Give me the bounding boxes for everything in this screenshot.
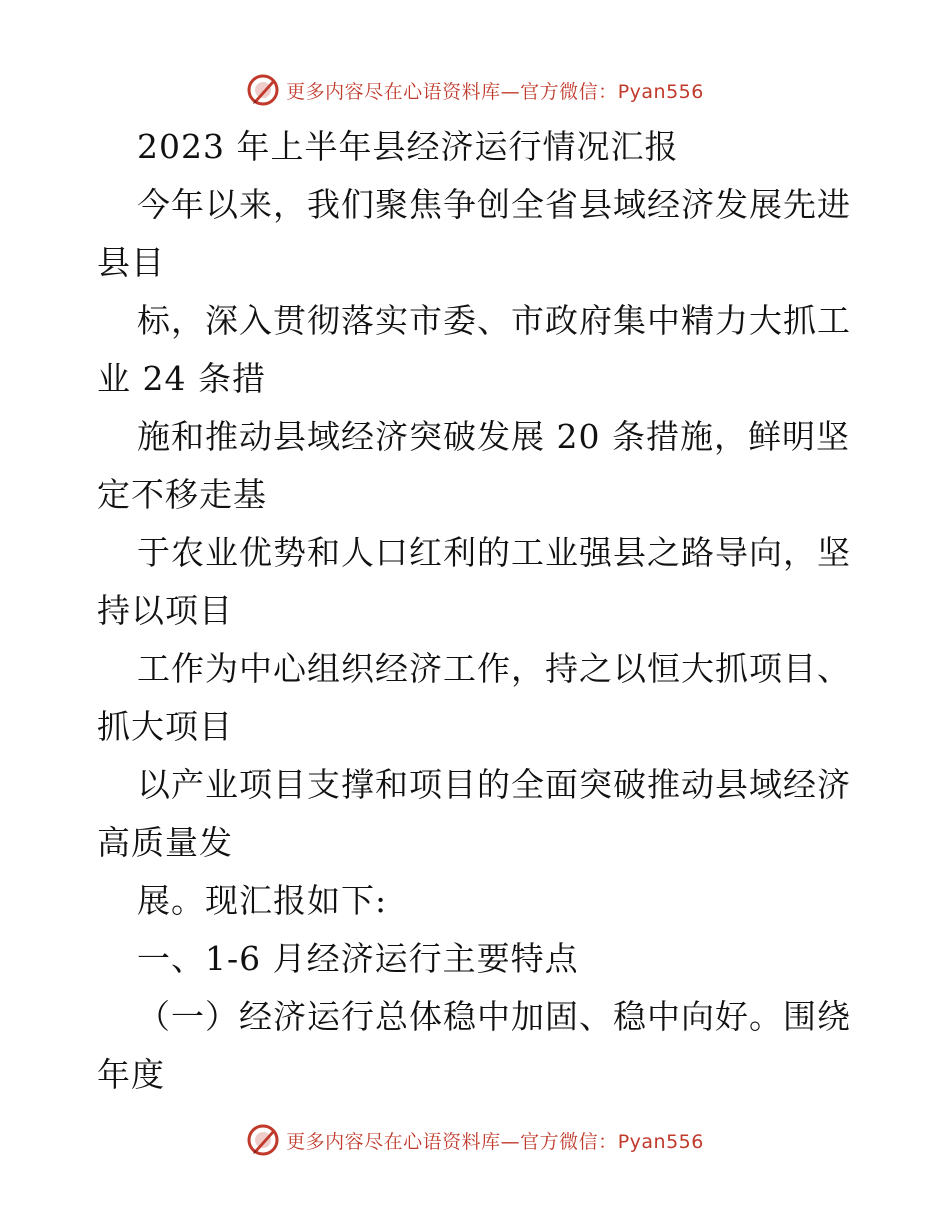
document-title: 2023 年上半年县经济运行情况汇报 — [137, 127, 679, 166]
header-wechat-label: 官方微信： — [520, 80, 618, 103]
section-heading: 一、1-6 月经济运行主要特点 — [137, 939, 579, 978]
header-banner — [0, 70, 950, 110]
quill-pen-seal-icon — [246, 73, 280, 107]
paragraph-line: 持以项目 — [97, 591, 233, 630]
header-separator: — — [500, 80, 521, 103]
paragraph-line: 展。现汇报如下: — [137, 881, 388, 920]
paragraph-line: 高质量发 — [97, 823, 233, 862]
paragraph-line: 县目 — [97, 243, 165, 282]
paragraph-line: 于农业优势和人口红利的工业强县之路导向，坚 — [137, 533, 851, 572]
paragraph-line: 业 24 条措 — [97, 359, 266, 398]
paragraph-line: 年度 — [97, 1055, 165, 1094]
paragraph-line: 今年以来，我们聚焦争创全省县域经济发展先进 — [137, 185, 851, 224]
header-banner-text — [286, 77, 704, 104]
footer-separator: — — [500, 1130, 521, 1153]
subsection-heading: （一）经济运行总体稳中加固、稳中向好。围绕 — [137, 997, 851, 1036]
footer-site-name: 更多内容尽在心语资料库 — [286, 1130, 501, 1153]
paragraph-line: 标，深入贯彻落实市委、市政府集中精力大抓工 — [137, 301, 851, 340]
paragraph-line: 工作为中心组织经济工作，持之以恒大抓项目、 — [137, 649, 851, 688]
footer-banner — [0, 1120, 950, 1160]
quill-pen-seal-icon — [246, 1123, 280, 1157]
footer-wechat-id: Pyan556 — [617, 1130, 704, 1153]
header-wechat-id: Pyan556 — [617, 80, 704, 103]
header-site-name: 更多内容尽在心语资料库 — [286, 80, 501, 103]
paragraph-line: 以产业项目支撑和项目的全面突破推动县域经济 — [137, 765, 851, 804]
paragraph-line: 施和推动县域经济突破发展 20 条措施，鲜明坚 — [137, 417, 850, 456]
footer-banner-text — [286, 1127, 704, 1154]
paragraph-line: 定不移走基 — [97, 475, 267, 514]
footer-wechat-label: 官方微信： — [520, 1130, 618, 1153]
paragraph-line: 抓大项目 — [97, 707, 233, 746]
document-body — [97, 118, 857, 1104]
